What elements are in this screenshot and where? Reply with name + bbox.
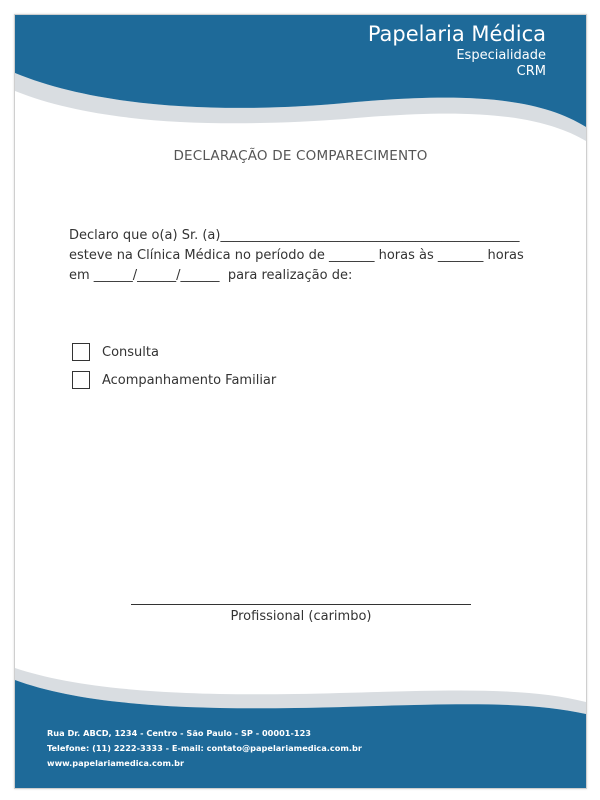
footer-contact-line: Telefone: (11) 2222-3333 - E-mail: contato@papelariamedica.com.br [47, 743, 362, 753]
acompanhamento-label: Acompanhamento Familiar [102, 372, 277, 388]
signature-line [131, 604, 471, 605]
prescription-sheet [14, 14, 587, 789]
brand-block [368, 21, 546, 80]
specialty-label: Especialidade [456, 48, 546, 63]
consulta-label: Consulta [102, 344, 159, 360]
declaration-text [69, 226, 539, 286]
declaration-line: Declaro que o(a) Sr. (a)______________________________________________ [69, 228, 520, 243]
footer-address: Rua Dr. ABCD, 1234 - Centro - São Paulo - SP - 00001-123 [47, 728, 311, 738]
checkbox-row-consulta[interactable] [72, 342, 276, 362]
consulta-checkbox[interactable] [72, 343, 90, 361]
footer-website: www.papelariamedica.com.br [47, 758, 185, 768]
brand-name: Papelaria Médica [367, 22, 546, 46]
footer-contact [47, 726, 362, 771]
acompanhamento-checkbox[interactable] [72, 371, 90, 389]
checkbox-list [72, 342, 276, 398]
declaration-line: em ______/______/______ para realização de: [69, 268, 353, 283]
signature-label: Profissional (carimbo) [230, 609, 372, 624]
declaration-line: esteve na Clínica Médica no período de _______ horas às _______ horas [69, 248, 524, 263]
checkbox-row-acompanhamento[interactable] [72, 370, 276, 390]
crm-label: CRM [516, 64, 546, 79]
document-title: DECLARAÇÃO DE COMPARECIMENTO [173, 148, 428, 164]
